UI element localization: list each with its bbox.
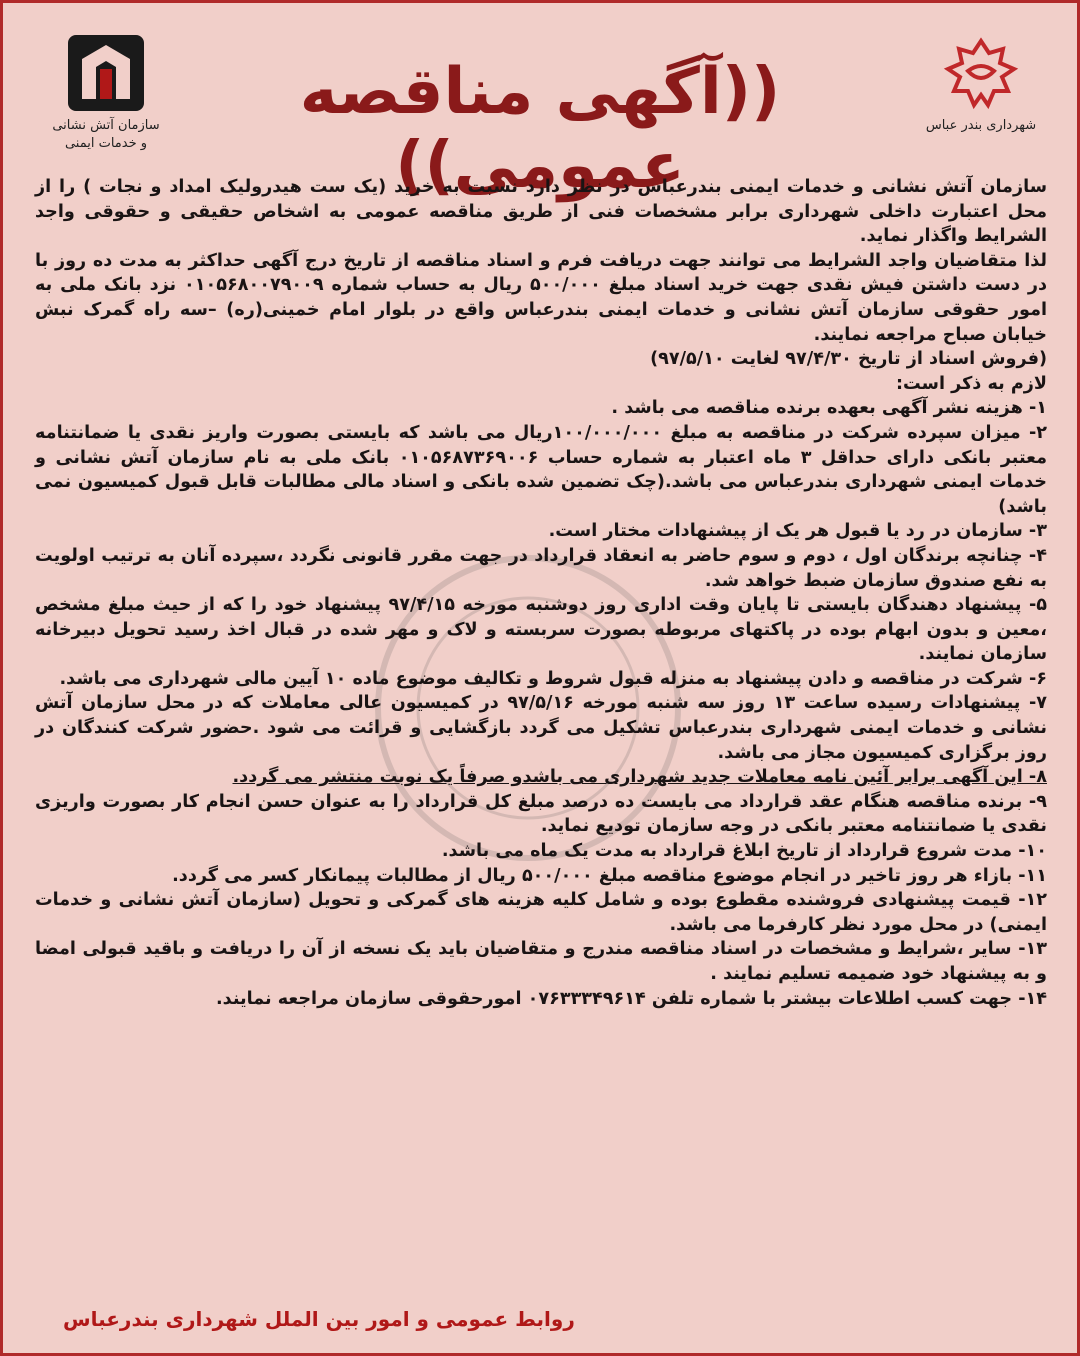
condition-item-8: ۸- این آگهی برابر آئین نامه معاملات جدید شهرداری می باشدو صرفاً یک نوبت منتشر می گردد. xyxy=(232,767,1047,788)
municipality-caption: شهرداری بندر عباس xyxy=(925,118,1037,133)
document-sale-dates: (فروش اسناد از تاریخ ۹۷/۴/۳۰ لغایت ۹۷/۵/۱۰) xyxy=(650,349,1047,370)
condition-item-6: ۶- شرکت در مناقصه و دادن پیشنهاد به منزله قبول شروط و تکالیف موضوع ماده ۱۰ آیین مالی شهرداری می باشد. xyxy=(59,668,1047,689)
condition-item-7: ۷- پیشنهادات رسیده ساعت ۱۳ روز سه شنبه مورخه ۹۷/۵/۱۶ در کمیسیون عالی معاملات که در محل سازمان آتش نشانی و خدمات ایمنی شهرداری بندرعباس تشکیل می گردد بازگشایی و قرائت می شود .حضور شرکت کنندگان در روز برگزاری کمیسیون مجاز می باشد. xyxy=(35,693,1047,763)
condition-item-14: ۱۴- جهت کسب اطلاعات بیشتر با شماره تلفن ۰۷۶۳۳۳۴۹۶۱۴ امورحقوقی سازمان مراجعه نمایند. xyxy=(215,988,1047,1009)
condition-item-5: ۵- پیشنهاد دهندگان بایستی تا پایان وقت اداری روز دوشنبه مورخه ۹۷/۴/۱۵ پیشنهاد خود را که از حیث مبلغ مشخص ،معین و بدون ابهام بوده در پاکتهای مربوطه بصورت سربسته و لاک و مهر شده در قبال اخذ رسید تحویل دبیرخانه سازمان نمایند. xyxy=(35,595,1047,665)
condition-item-12: ۱۲- قیمت پیشنهادی فروشنده مقطوع بوده و شامل کلیه هزینه های گمرکی و تحویل (سازمان آتش نشانی و خدمات ایمنی) در محل مورد نظر کارفرما می باشد. xyxy=(35,890,1047,935)
announcement-body xyxy=(35,175,1047,1011)
condition-item-13: ۱۳- سایر ،شرایط و مشخصات در اسناد مناقصه مندرج و متقاضیان باید یک نسخه از آن را دریافت و باقید قبولی امضا و به پیشنهاد خود ضمیمه تسلیم نمایند . xyxy=(35,939,1047,984)
condition-item-9: ۹- برنده مناقصه هنگام عقد قرارداد می بایست ده درصد مبلغ کل قرارداد را به عنوان حسن انجام کار بصورت واریزی نقدی یا ضمانتنامه معتبر بانکی در وجه سازمان تودیع نماید. xyxy=(35,791,1047,837)
condition-item-1: ۱- هزینه نشر آگهی بعهده برنده مناقصه می باشد . xyxy=(611,398,1047,419)
fire-service-logo xyxy=(41,33,171,153)
notes-heading: لازم به ذکر است: xyxy=(896,373,1047,394)
condition-item-4: ۴- چنانچه برندگان اول ، دوم و سوم حاضر به انعقاد قرارداد در جهت مقرر قانونی نگردد ،سپرده آنان به ترتیب اولویت به نفع صندوق سازمان ضبط خواهد شد. xyxy=(35,545,1047,591)
header xyxy=(3,3,1077,203)
publisher-footer: روابط عمومی و امور بین الملل شهرداری بندرعباس xyxy=(63,1307,575,1331)
condition-item-10: ۱۰- مدت شروع قرارداد از تاریخ ابلاغ قرارداد به مدت یک ماه می باشد. xyxy=(441,841,1047,862)
municipality-logo xyxy=(921,35,1041,135)
intro-paragraph-2: لذا متقاضیان واجد الشرایط می توانند جهت دریافت فرم و اسناد مناقصه از تاریخ درج آگهی حداکثر به مدت ده روز با در دست داشتن فیش نقدی جهت خرید اسناد مبلغ ۵۰۰/۰۰۰ ریال به حساب شماره ۰۱۰۵۶۸۰۰۷۹۰۰۹ نزد بانک ملی به امور حقوقی سازمان آتش نشانی و خدمات ایمنی بندرعباس واقع در بلوار امام خمینی(ره) –سه راه گمرک نبش خیابان صباح مراجعه نمایند. xyxy=(35,250,1047,345)
page-title: ((آگهی مناقصه عمومی)) xyxy=(299,55,781,203)
municipality-emblem-icon xyxy=(942,35,1020,113)
intro-paragraph-1: سازمان آتش نشانی و خدمات ایمنی بندرعباس در نظر دارد نسبت به خرید (یک ست هیدرولیک امداد و نجات ) را از محل اعتبارت داخلی شهرداری برابر مشخصات فنی از طریق مناقصه عمومی به اشخاص حقیقی و حقوقی واجد الشرایط واگذار نماید. xyxy=(35,177,1047,247)
condition-item-2: ۲- میزان سپرده شرکت در مناقصه به مبلغ ۱۰۰/۰۰۰/۰۰۰ریال می باشد که بایستی بصورت واریز نقدی یا ضمانتنامه معتبر بانکی دارای حداقل ۳ ماه اعتبار به شماره حساب ۰۱۰۵۶۸۷۳۶۹۰۰۶ بانک ملی به نام سازمان آتش نشانی و خدمات ایمنی شهرداری بندرعباس می باشد.(چک تضمین شده بانکی و اسناد مالی مطالبات قابل قبول کمیسیون نمی باشد) xyxy=(35,422,1048,517)
fire-service-caption-1: سازمان آتش نشانی xyxy=(52,118,160,133)
condition-item-3: ۳- سازمان در رد یا قبول هر یک از پیشنهادات مختار است. xyxy=(548,521,1047,542)
condition-item-11: ۱۱- بازاء هر روز تاخیر در انجام موضوع مناقصه مبلغ ۵۰۰/۰۰۰ ریال از مطالبات پیمانکار کسر می گردد. xyxy=(172,865,1047,886)
fire-service-caption-2: و خدمات ایمنی xyxy=(64,136,148,151)
fire-service-emblem-icon xyxy=(66,33,146,113)
